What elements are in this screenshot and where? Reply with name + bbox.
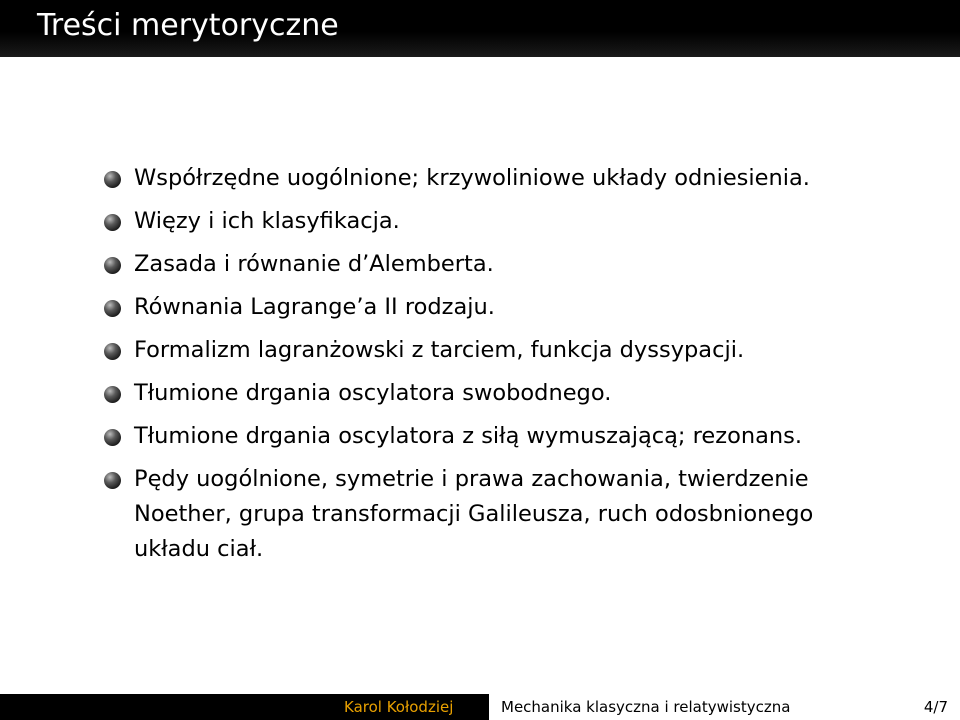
list-item [104, 290, 904, 325]
bullet-text: Równania Lagrange’a II rodzaju. [134, 294, 495, 320]
bullet-text: Zasada i równanie d’Alemberta. [134, 251, 494, 277]
footer-course-box [489, 694, 960, 720]
footer-course-title: Mechanika klasyczna i relatywistyczna [501, 698, 791, 716]
bullet-ball-icon [104, 214, 121, 231]
title-bar [0, 0, 960, 57]
page-number: 4/7 [923, 698, 948, 716]
slide-title: Treści merytoryczne [37, 8, 339, 43]
list-item [104, 161, 904, 196]
bullet-text: Tłumione drgania oscylatora z siłą wymuszającą; rezonans. [134, 423, 803, 449]
list-item [104, 419, 904, 454]
bullet-ball-icon [104, 171, 121, 188]
bullet-ball-icon [104, 472, 121, 489]
footer-author: Karol Kołodziej [344, 698, 454, 716]
list-item [104, 462, 874, 567]
bullet-ball-icon [104, 386, 121, 403]
bullet-ball-icon [104, 257, 121, 274]
list-item [104, 204, 904, 239]
bullet-text: Współrzędne uogólnione; krzywoliniowe układy odniesienia. [134, 165, 810, 191]
bullet-text: Więzy i ich klasyfikacja. [134, 208, 400, 234]
bullet-text: Tłumione drgania oscylatora swobodnego. [134, 380, 612, 406]
bullet-ball-icon [104, 300, 121, 317]
list-item [104, 333, 904, 368]
bullet-text: Pędy uogólnione, symetrie i prawa zachowania, twierdzenie Noether, grupa transformacji Galileusza, ruch odosbnionego układu ciał. [134, 466, 814, 562]
bullet-ball-icon [104, 429, 121, 446]
list-item [104, 247, 904, 282]
bullet-text: Formalizm lagranżowski z tarciem, funkcja dyssypacji. [134, 337, 745, 363]
list-item [104, 376, 904, 411]
bullet-list [104, 161, 904, 575]
bullet-ball-icon [104, 343, 121, 360]
footer-bar [0, 694, 960, 720]
